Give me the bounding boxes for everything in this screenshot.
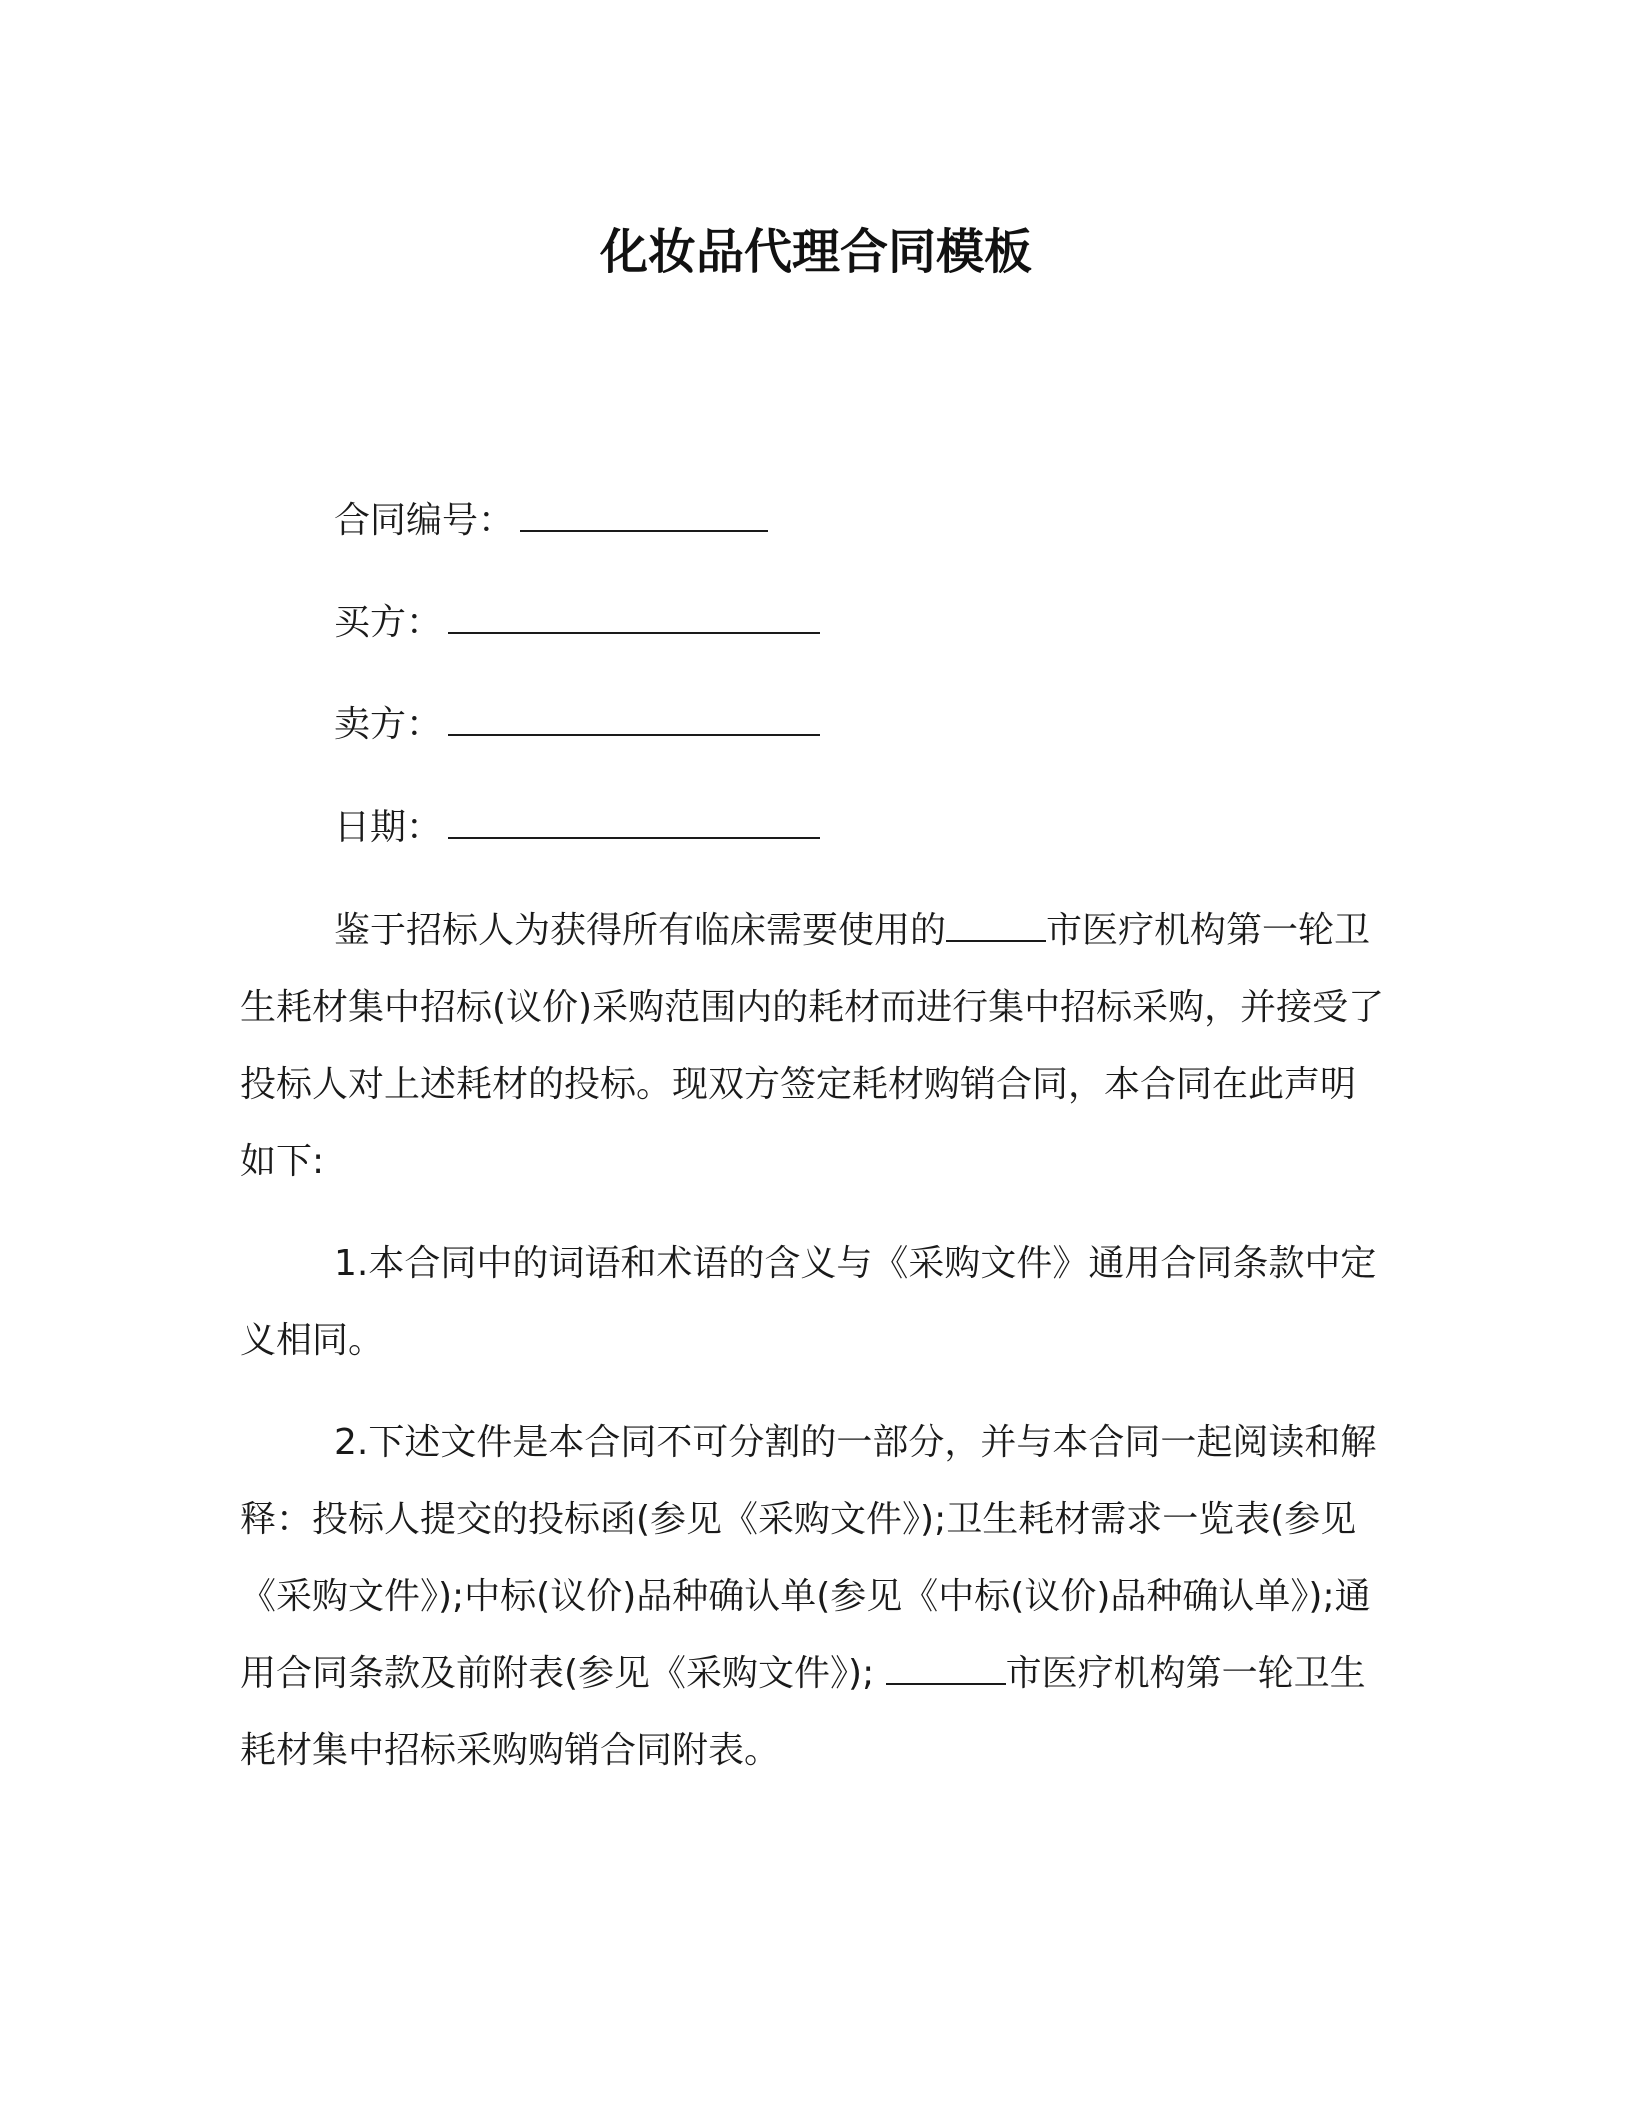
buyer-blank bbox=[448, 598, 820, 634]
clause-1-paragraph: 1.本合同中的词语和术语的含义与《采购文件》通用合同条款中定义相同。 bbox=[240, 1243, 1377, 1361]
contract-number-blank bbox=[520, 496, 768, 532]
contract-number-label: 合同编号： bbox=[334, 500, 515, 541]
seller-field bbox=[334, 700, 820, 749]
date-blank bbox=[448, 803, 820, 839]
intro-text-end: 市医疗机构第一轮卫生耗材集中招标(议价)采购范围内的耗材而进行集中招标采购，并接受了投标人对上述耗材的投标。现双方签定耗材购销合同，本合同在此声明如下: bbox=[240, 910, 1385, 1182]
buyer-field bbox=[334, 598, 820, 647]
date-field bbox=[334, 803, 820, 852]
seller-label: 卖方： bbox=[334, 704, 443, 745]
clause-2-paragraph bbox=[240, 1404, 1390, 1789]
intro-text-start: 鉴于招标人为获得所有临床需要使用的 bbox=[334, 910, 947, 951]
contract-number-field bbox=[334, 496, 768, 545]
document-title: 化妆品代理合同模板 bbox=[599, 224, 1032, 280]
date-label: 日期： bbox=[334, 807, 443, 848]
city-blank-2 bbox=[886, 1649, 1006, 1685]
seller-blank bbox=[448, 700, 820, 736]
clause-2-text-start: 2.下述文件是本合同不可分割的一部分，并与本合同一起阅读和解释：投标人提交的投标函(参见《采购文件》);卫生耗材需求一览表(参见《采购文件》);中标(议价)品种确认单(参见《中标(议价)品种确认单》);通用合同条款及前附表(参见《采购文件》); bbox=[240, 1422, 1377, 1694]
buyer-label: 买方： bbox=[334, 602, 443, 643]
city-blank-1 bbox=[946, 906, 1046, 942]
clause-2-text-end: 市医疗机构第一轮卫生耗材集中招标采购购销合同附表。 bbox=[240, 1653, 1366, 1771]
intro-paragraph bbox=[240, 892, 1390, 1200]
